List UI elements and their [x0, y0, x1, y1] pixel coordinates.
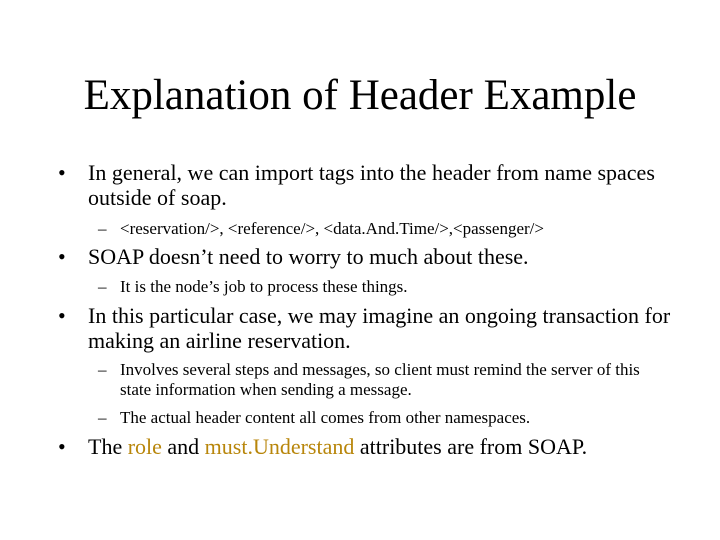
must-understand-keyword: must.Understand: [204, 434, 355, 459]
bullet-item: [58, 244, 678, 269]
bullet-text-part: attributes are from SOAP.: [354, 434, 588, 459]
bullet-icon: •: [58, 303, 66, 328]
bullet-item: [58, 303, 678, 353]
dash-icon: –: [98, 219, 107, 238]
dash-icon: –: [98, 360, 107, 379]
bullet-text-part: The: [88, 434, 128, 459]
bullet-icon: •: [58, 434, 66, 459]
dash-icon: –: [98, 408, 107, 427]
sub-bullet-text: The actual header content all comes from other namespaces.: [120, 408, 531, 427]
role-keyword: role: [127, 434, 162, 459]
bullet-text: In general, we can import tags into the header from name spaces outside of soap.: [88, 160, 655, 210]
sub-bullet-text: Involves several steps and messages, so client must remind the server of this state information when sending a message.: [120, 360, 640, 399]
bullet-text: In this particular case, we may imagine an ongoing transaction for making an airline reservation.: [88, 303, 671, 353]
slide-title: Explanation of Header Example: [83, 72, 637, 119]
sub-bullet-text: <reservation/>, <reference/>, <data.And.Time/>,<passenger/>: [120, 219, 544, 238]
sub-bullet-item: [98, 219, 658, 239]
bullet-text: SOAP doesn’t need to worry to much about these.: [88, 244, 529, 269]
bullet-item: [58, 434, 678, 459]
dash-icon: –: [98, 277, 107, 296]
bullet-text-part: and: [161, 434, 205, 459]
bullet-icon: •: [58, 160, 66, 185]
sub-bullet-item: [98, 277, 658, 297]
bullet-icon: •: [58, 244, 66, 269]
bullet-text: [88, 434, 678, 459]
sub-bullet-text: It is the node’s job to process these things.: [120, 277, 408, 296]
sub-bullet-item: [98, 360, 658, 400]
sub-bullet-item: [98, 408, 658, 428]
bullet-item: [58, 160, 678, 210]
